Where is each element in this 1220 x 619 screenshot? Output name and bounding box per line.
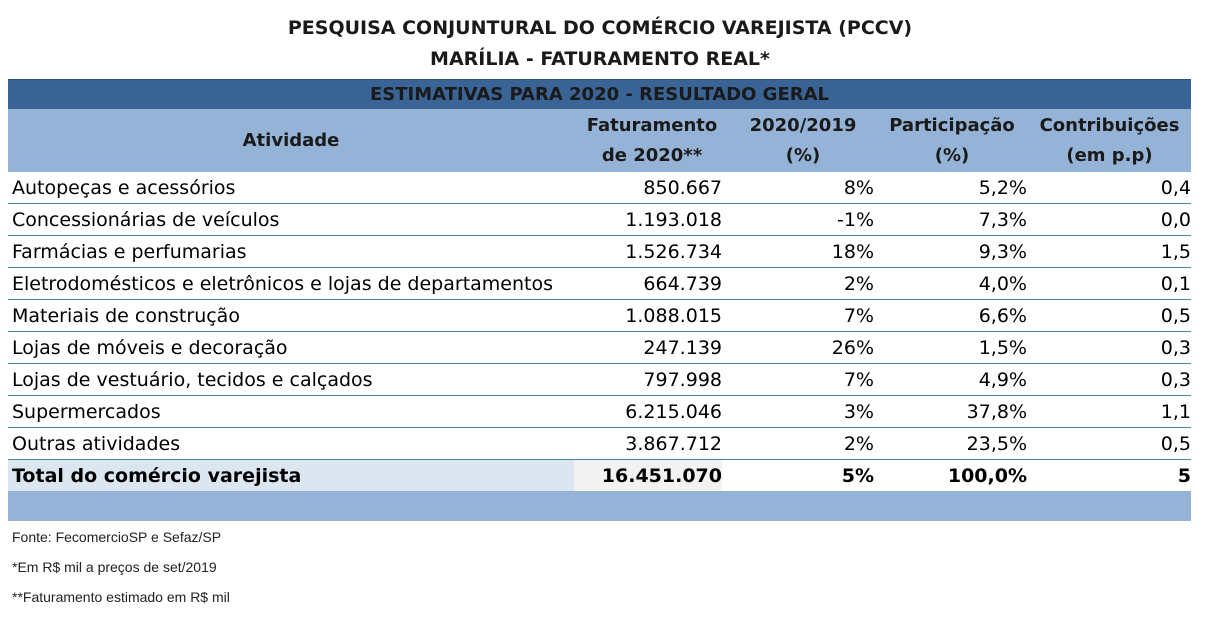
cell-atividade: Outras atividades [8, 428, 574, 460]
header-participacao-line1: Participação [889, 114, 1015, 136]
header-atividade-label: Atividade [242, 129, 340, 151]
cell-contribuicao: 0,5 [1027, 300, 1191, 332]
cell-contribuicao: 0,1 [1027, 268, 1191, 300]
header-participacao [876, 109, 1028, 172]
cell-participacao: 7,3% [874, 204, 1027, 236]
cell-variacao: 7% [722, 364, 874, 396]
table-header [8, 109, 1191, 172]
cell-contribuicao: 1,1 [1027, 396, 1191, 428]
cell-atividade: Supermercados [8, 396, 574, 428]
header-participacao-line2: (%) [934, 144, 970, 166]
section-band-title: ESTIMATIVAS PARA 2020 - RESULTADO GERAL [369, 84, 830, 105]
cell-participacao: 23,5% [874, 428, 1027, 460]
table-row [8, 332, 1191, 364]
table-row [8, 300, 1191, 332]
cell-participacao: 1,5% [874, 332, 1027, 364]
table-row [8, 172, 1191, 204]
cell-variacao: 26% [722, 332, 874, 364]
header-faturamento [574, 109, 730, 172]
cell-participacao: 6,6% [874, 300, 1027, 332]
footnote-2: **Faturamento estimado em R$ mil [12, 589, 230, 605]
header-faturamento-line1: Faturamento [586, 114, 718, 136]
table-row [8, 204, 1191, 236]
cell-participacao: 4,9% [874, 364, 1027, 396]
header-variacao [730, 109, 876, 172]
cell-faturamento: 1.088.015 [574, 300, 722, 332]
total-row [8, 460, 1191, 492]
header-variacao-line2: (%) [785, 144, 821, 166]
cell-participacao: 9,3% [874, 236, 1027, 268]
cell-contribuicao: 0,3 [1027, 364, 1191, 396]
cell-faturamento: 1.526.734 [574, 236, 722, 268]
cell-participacao: 100,0% [874, 460, 1027, 492]
cell-atividade: Eletrodomésticos e eletrônicos e lojas de departamentos [8, 268, 574, 300]
report-title: PESQUISA CONJUNTURAL DO COMÉRCIO VAREJISTA (PCCV) [287, 17, 913, 39]
header-contribuicao-line2: (em p.p) [1066, 144, 1153, 166]
cell-faturamento: 6.215.046 [574, 396, 722, 428]
cell-atividade: Farmácias e perfumarias [8, 236, 574, 268]
source-note: Fonte: FecomercioSP e Sefaz/SP [12, 529, 222, 545]
cell-variacao: -1% [722, 204, 874, 236]
cell-variacao: 7% [722, 300, 874, 332]
cell-contribuicao: 0,3 [1027, 332, 1191, 364]
cell-faturamento: 797.998 [574, 364, 722, 396]
cell-participacao: 4,0% [874, 268, 1027, 300]
table-row [8, 396, 1191, 428]
cell-variacao: 2% [722, 268, 874, 300]
cell-variacao: 3% [722, 396, 874, 428]
report-subtitle: MARÍLIA - FATURAMENTO REAL* [430, 48, 770, 70]
cell-faturamento: 16.451.070 [574, 460, 722, 492]
cell-contribuicao: 5 [1027, 460, 1191, 492]
cell-variacao: 8% [722, 172, 874, 204]
footnote-1: *Em R$ mil a preços de set/2019 [12, 559, 217, 575]
cell-atividade: Total do comércio varejista [8, 460, 574, 492]
cell-contribuicao: 1,5 [1027, 236, 1191, 268]
header-atividade [8, 109, 574, 172]
cell-atividade: Lojas de vestuário, tecidos e calçados [8, 364, 574, 396]
header-variacao-line1: 2020/2019 [749, 114, 857, 136]
cell-atividade: Lojas de móveis e decoração [8, 332, 574, 364]
cell-atividade: Materiais de construção [8, 300, 574, 332]
header-contribuicao [1028, 109, 1191, 172]
cell-faturamento: 664.739 [574, 268, 722, 300]
cell-atividade: Autopeças e acessórios [8, 172, 574, 204]
section-band [8, 79, 1191, 109]
cell-faturamento: 850.667 [574, 172, 722, 204]
results-table [8, 172, 1191, 492]
table-row [8, 268, 1191, 300]
table-row [8, 428, 1191, 460]
table-row [8, 364, 1191, 396]
cell-variacao: 5% [722, 460, 874, 492]
table-row [8, 236, 1191, 268]
cell-contribuicao: 0,0 [1027, 204, 1191, 236]
table-footer-band [8, 491, 1191, 521]
cell-contribuicao: 0,4 [1027, 172, 1191, 204]
cell-participacao: 37,8% [874, 396, 1027, 428]
cell-variacao: 18% [722, 236, 874, 268]
cell-contribuicao: 0,5 [1027, 428, 1191, 460]
cell-faturamento: 3.867.712 [574, 428, 722, 460]
cell-faturamento: 247.139 [574, 332, 722, 364]
cell-atividade: Concessionárias de veículos [8, 204, 574, 236]
cell-faturamento: 1.193.018 [574, 204, 722, 236]
cell-variacao: 2% [722, 428, 874, 460]
header-faturamento-line2: de 2020** [601, 144, 703, 166]
cell-participacao: 5,2% [874, 172, 1027, 204]
header-contribuicao-line1: Contribuições [1039, 114, 1180, 136]
